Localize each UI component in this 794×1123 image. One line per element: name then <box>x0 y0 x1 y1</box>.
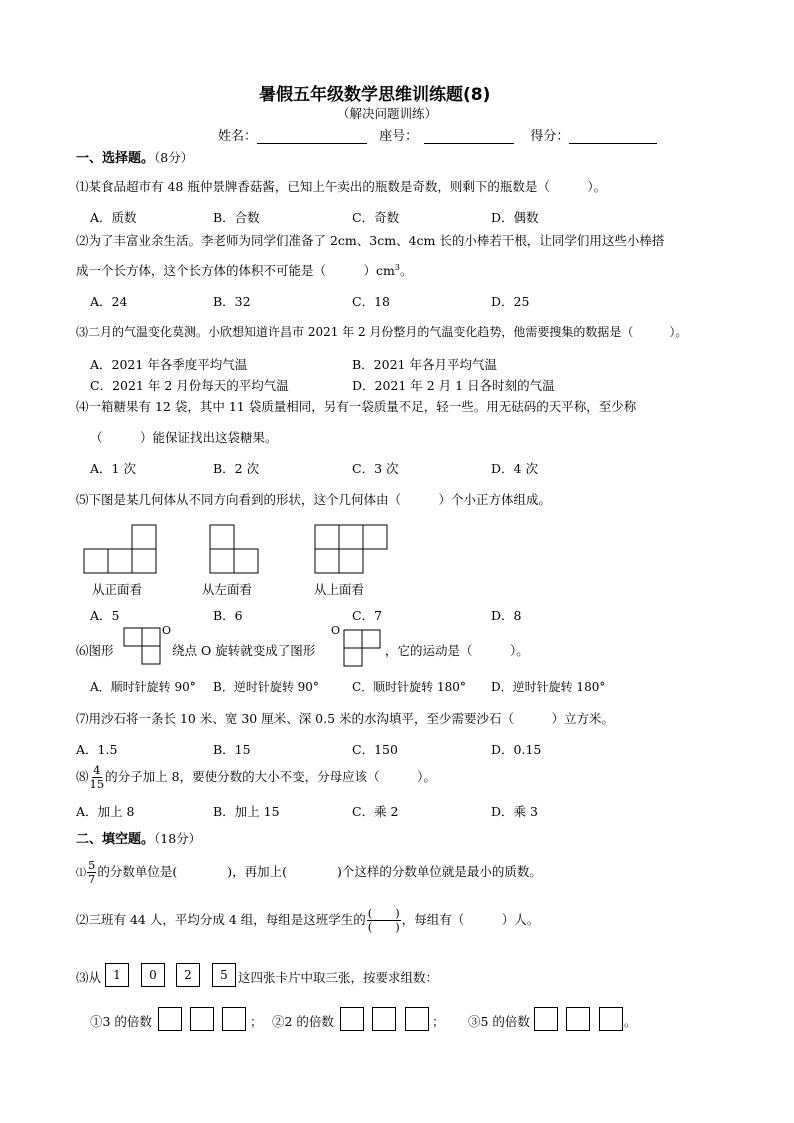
question-5-text: ⑸下图是某几何体从不同方向看到的形状，这个几何体由（ ）个小正方体组成。 <box>76 492 552 507</box>
fill-q2-end: ，每组有（ ）人。 <box>401 912 540 927</box>
q2-option-d[interactable]: D．25 <box>491 294 530 309</box>
score-label: 得分： <box>530 129 570 144</box>
q6-option-d[interactable]: D．逆时针旋转 180° <box>491 680 606 694</box>
q1-option-b[interactable]: B．合数 <box>213 210 260 225</box>
front-view-figure <box>84 525 156 575</box>
q2-superscript: 3 <box>394 262 400 272</box>
name-blank[interactable] <box>257 129 367 144</box>
q4-option-c[interactable]: C．3 次 <box>352 461 399 476</box>
q3-option-b[interactable]: B．2021 年各月平均气温 <box>352 357 497 372</box>
q5-option-c[interactable]: C．7 <box>352 608 383 623</box>
q5-option-d[interactable]: D．8 <box>491 608 522 623</box>
q5-option-a[interactable]: A．5 <box>90 608 120 623</box>
question-2-line2 <box>76 261 412 279</box>
question-1-text: ⑴某食品超市有 48 瓶仲景牌香菇酱，已知上午卖出的瓶数是奇数，则剩下的瓶数是（ ）。 <box>76 179 607 194</box>
q6-point-o-2: O <box>331 624 341 637</box>
q8-fraction-numerator: 4 <box>93 763 101 777</box>
top-view-figure <box>315 525 387 575</box>
q3-option-a[interactable]: A．2021 年各季度平均气温 <box>90 357 248 372</box>
section2-heading-row <box>76 828 201 847</box>
q8-option-c[interactable]: C．乘 2 <box>352 804 399 819</box>
q8-option-a[interactable]: A．加上 8 <box>76 804 135 819</box>
multiple-of-2-box-3[interactable] <box>405 1007 429 1031</box>
q8-prefix: ⑻ <box>76 769 89 784</box>
page-subtitle: （解决问题训练） <box>337 106 438 121</box>
q8-fraction <box>90 764 105 791</box>
multiple-of-2-box-1[interactable] <box>340 1007 364 1031</box>
section1-heading-row <box>76 147 193 166</box>
q8-option-d[interactable]: D．乘 3 <box>491 804 538 819</box>
q7-option-d[interactable]: D．0.15 <box>491 742 542 757</box>
separator-2: ； <box>432 1014 445 1029</box>
q7-option-a[interactable]: A．1.5 <box>76 742 118 757</box>
multiple-of-5-box-2[interactable] <box>566 1007 590 1031</box>
fill-q1-prefix: ⑴ <box>76 868 86 879</box>
separator-1: ； <box>250 1014 263 1029</box>
seat-blank[interactable] <box>424 129 514 144</box>
q4-option-a[interactable]: A．1 次 <box>90 461 136 476</box>
question-6-end: ，它的运动是（ ）。 <box>385 643 529 658</box>
number-card-2: 2 <box>176 963 200 987</box>
q6-original-shape <box>124 628 164 668</box>
multiple-of-5-box-3[interactable] <box>599 1007 623 1031</box>
multiple-of-2-box-2[interactable] <box>372 1007 396 1031</box>
q6-option-a[interactable]: A．顺时针旋转 90° <box>90 680 196 694</box>
section1-heading: 一、选择题。 <box>76 151 155 166</box>
name-label: 姓名： <box>218 129 258 144</box>
front-view-label: 从正面看 <box>92 582 143 597</box>
q3-option-d[interactable]: D．2021 年 2 月 1 日各时刻的气温 <box>352 378 555 393</box>
number-card-1: 1 <box>105 963 129 987</box>
number-card-5: 5 <box>212 963 236 987</box>
fill-q1-numerator: 5 <box>88 858 96 872</box>
seat-label: 座号： <box>379 129 419 144</box>
left-view-label: 从左面看 <box>202 582 253 597</box>
page-title: 暑假五年级数学思维训练题(8) <box>259 85 491 105</box>
multiple-of-3-box-3[interactable] <box>222 1007 246 1031</box>
question-7-text: ⑺用沙石将一条长 10 米、宽 30 厘米、深 0.5 米的水沟填平，至少需要沙石（ ）立方米。 <box>76 711 615 726</box>
fill-q1-fraction <box>87 859 96 886</box>
q1-option-a[interactable]: A．质数 <box>90 210 137 225</box>
question-8 <box>76 764 436 791</box>
fill-question-2 <box>76 907 539 934</box>
fill-q3-prefix: ⑶从 <box>76 970 102 985</box>
q1-option-c[interactable]: C．奇数 <box>352 210 400 225</box>
score-blank[interactable] <box>569 129 657 144</box>
q6-point-o-1: O <box>162 624 172 637</box>
name-field-row <box>218 125 657 144</box>
fill-q1-text: 的分数单位是( )，再加上( )个这样的分数单位就是最小的质数。 <box>97 864 542 879</box>
q2-line2-text: 成一个长方体，这个长方体的体积不可能是（ ）cm <box>76 263 395 278</box>
multiple-of-3-label: ①3 的倍数 <box>90 1014 152 1029</box>
q1-option-d[interactable]: D．偶数 <box>491 210 539 225</box>
question-6-middle: 绕点 O 旋转就变成了图形 <box>172 643 316 658</box>
number-card-0: 0 <box>141 963 165 987</box>
section2-heading: 二、填空题。 <box>76 832 155 847</box>
q5-option-b[interactable]: B．6 <box>213 608 243 623</box>
q8-fraction-denominator: 15 <box>89 777 105 791</box>
fill-q3-text: 这四张卡片中取三张，按要求组数： <box>238 970 439 985</box>
question-6-prefix: ⑹图形 <box>76 643 114 658</box>
fill-q2-denominator: ( ) <box>367 920 400 934</box>
q6-option-c[interactable]: C．顺时针旋转 180° <box>352 680 466 694</box>
multiple-of-2-label: ②2 的倍数 <box>272 1014 334 1029</box>
multiple-of-5-label: ③5 的倍数 <box>468 1014 530 1029</box>
q8-option-b[interactable]: B．加上 15 <box>213 804 280 819</box>
question-2-line1: ⑵为了丰富业余生活。李老师为同学们准备了 2cm、3cm、4cm 长的小棒若干根，让同学们用这些小棒搭 <box>76 233 665 248</box>
top-view-label: 从上面看 <box>314 582 365 597</box>
fill-q1-denominator: 7 <box>88 872 96 886</box>
q8-text: 的分子加上 8，要使分数的大小不变，分母应该（ ）。 <box>105 769 436 784</box>
q4-option-b[interactable]: B．2 次 <box>213 461 260 476</box>
q2-option-b[interactable]: B．32 <box>213 294 251 309</box>
q7-option-c[interactable]: C．150 <box>352 742 398 757</box>
q2-line2-end: 。 <box>399 263 413 278</box>
question-4-line2: （ ）能保证找出这袋糖果。 <box>90 430 278 445</box>
q6-option-b[interactable]: B．逆时针旋转 90° <box>213 680 319 694</box>
q2-option-a[interactable]: A．24 <box>90 294 128 309</box>
question-3-text: ⑶二月的气温变化莫测。小欣想知道许昌市 2021 年 2 月份整月的气温变化趋势，他需要搜集的数据是（ ）。 <box>76 325 688 339</box>
fill-question-1 <box>76 859 542 886</box>
q4-option-d[interactable]: D．4 次 <box>491 461 538 476</box>
multiple-of-3-box-2[interactable] <box>190 1007 214 1031</box>
q3-option-c[interactable]: C．2021 年 2 月份每天的平均气温 <box>90 378 289 393</box>
q7-option-b[interactable]: B．15 <box>213 742 251 757</box>
section1-points: （8分） <box>154 150 194 165</box>
question-4-line1: ⑷一箱糖果有 12 袋，其中 11 袋质量相同，另有一袋质量不足，轻一些。用无砝码的天平称，至少称 <box>76 399 637 414</box>
multiple-of-5-box-1[interactable] <box>534 1007 558 1031</box>
fill-q2-numerator: ( ) <box>367 906 400 920</box>
q2-option-c[interactable]: C．18 <box>352 294 390 309</box>
period-end: 。 <box>624 1014 637 1029</box>
section2-points: （18分） <box>154 831 202 846</box>
left-view-figure <box>210 525 260 575</box>
multiple-of-3-box-1[interactable] <box>158 1007 182 1031</box>
fill-q2-text: ⑵三班有 44 人，平均分成 4 组，每组是这班学生的 <box>76 912 366 927</box>
fill-q2-fraction[interactable] <box>367 907 401 934</box>
q6-rotated-shape <box>344 630 384 670</box>
